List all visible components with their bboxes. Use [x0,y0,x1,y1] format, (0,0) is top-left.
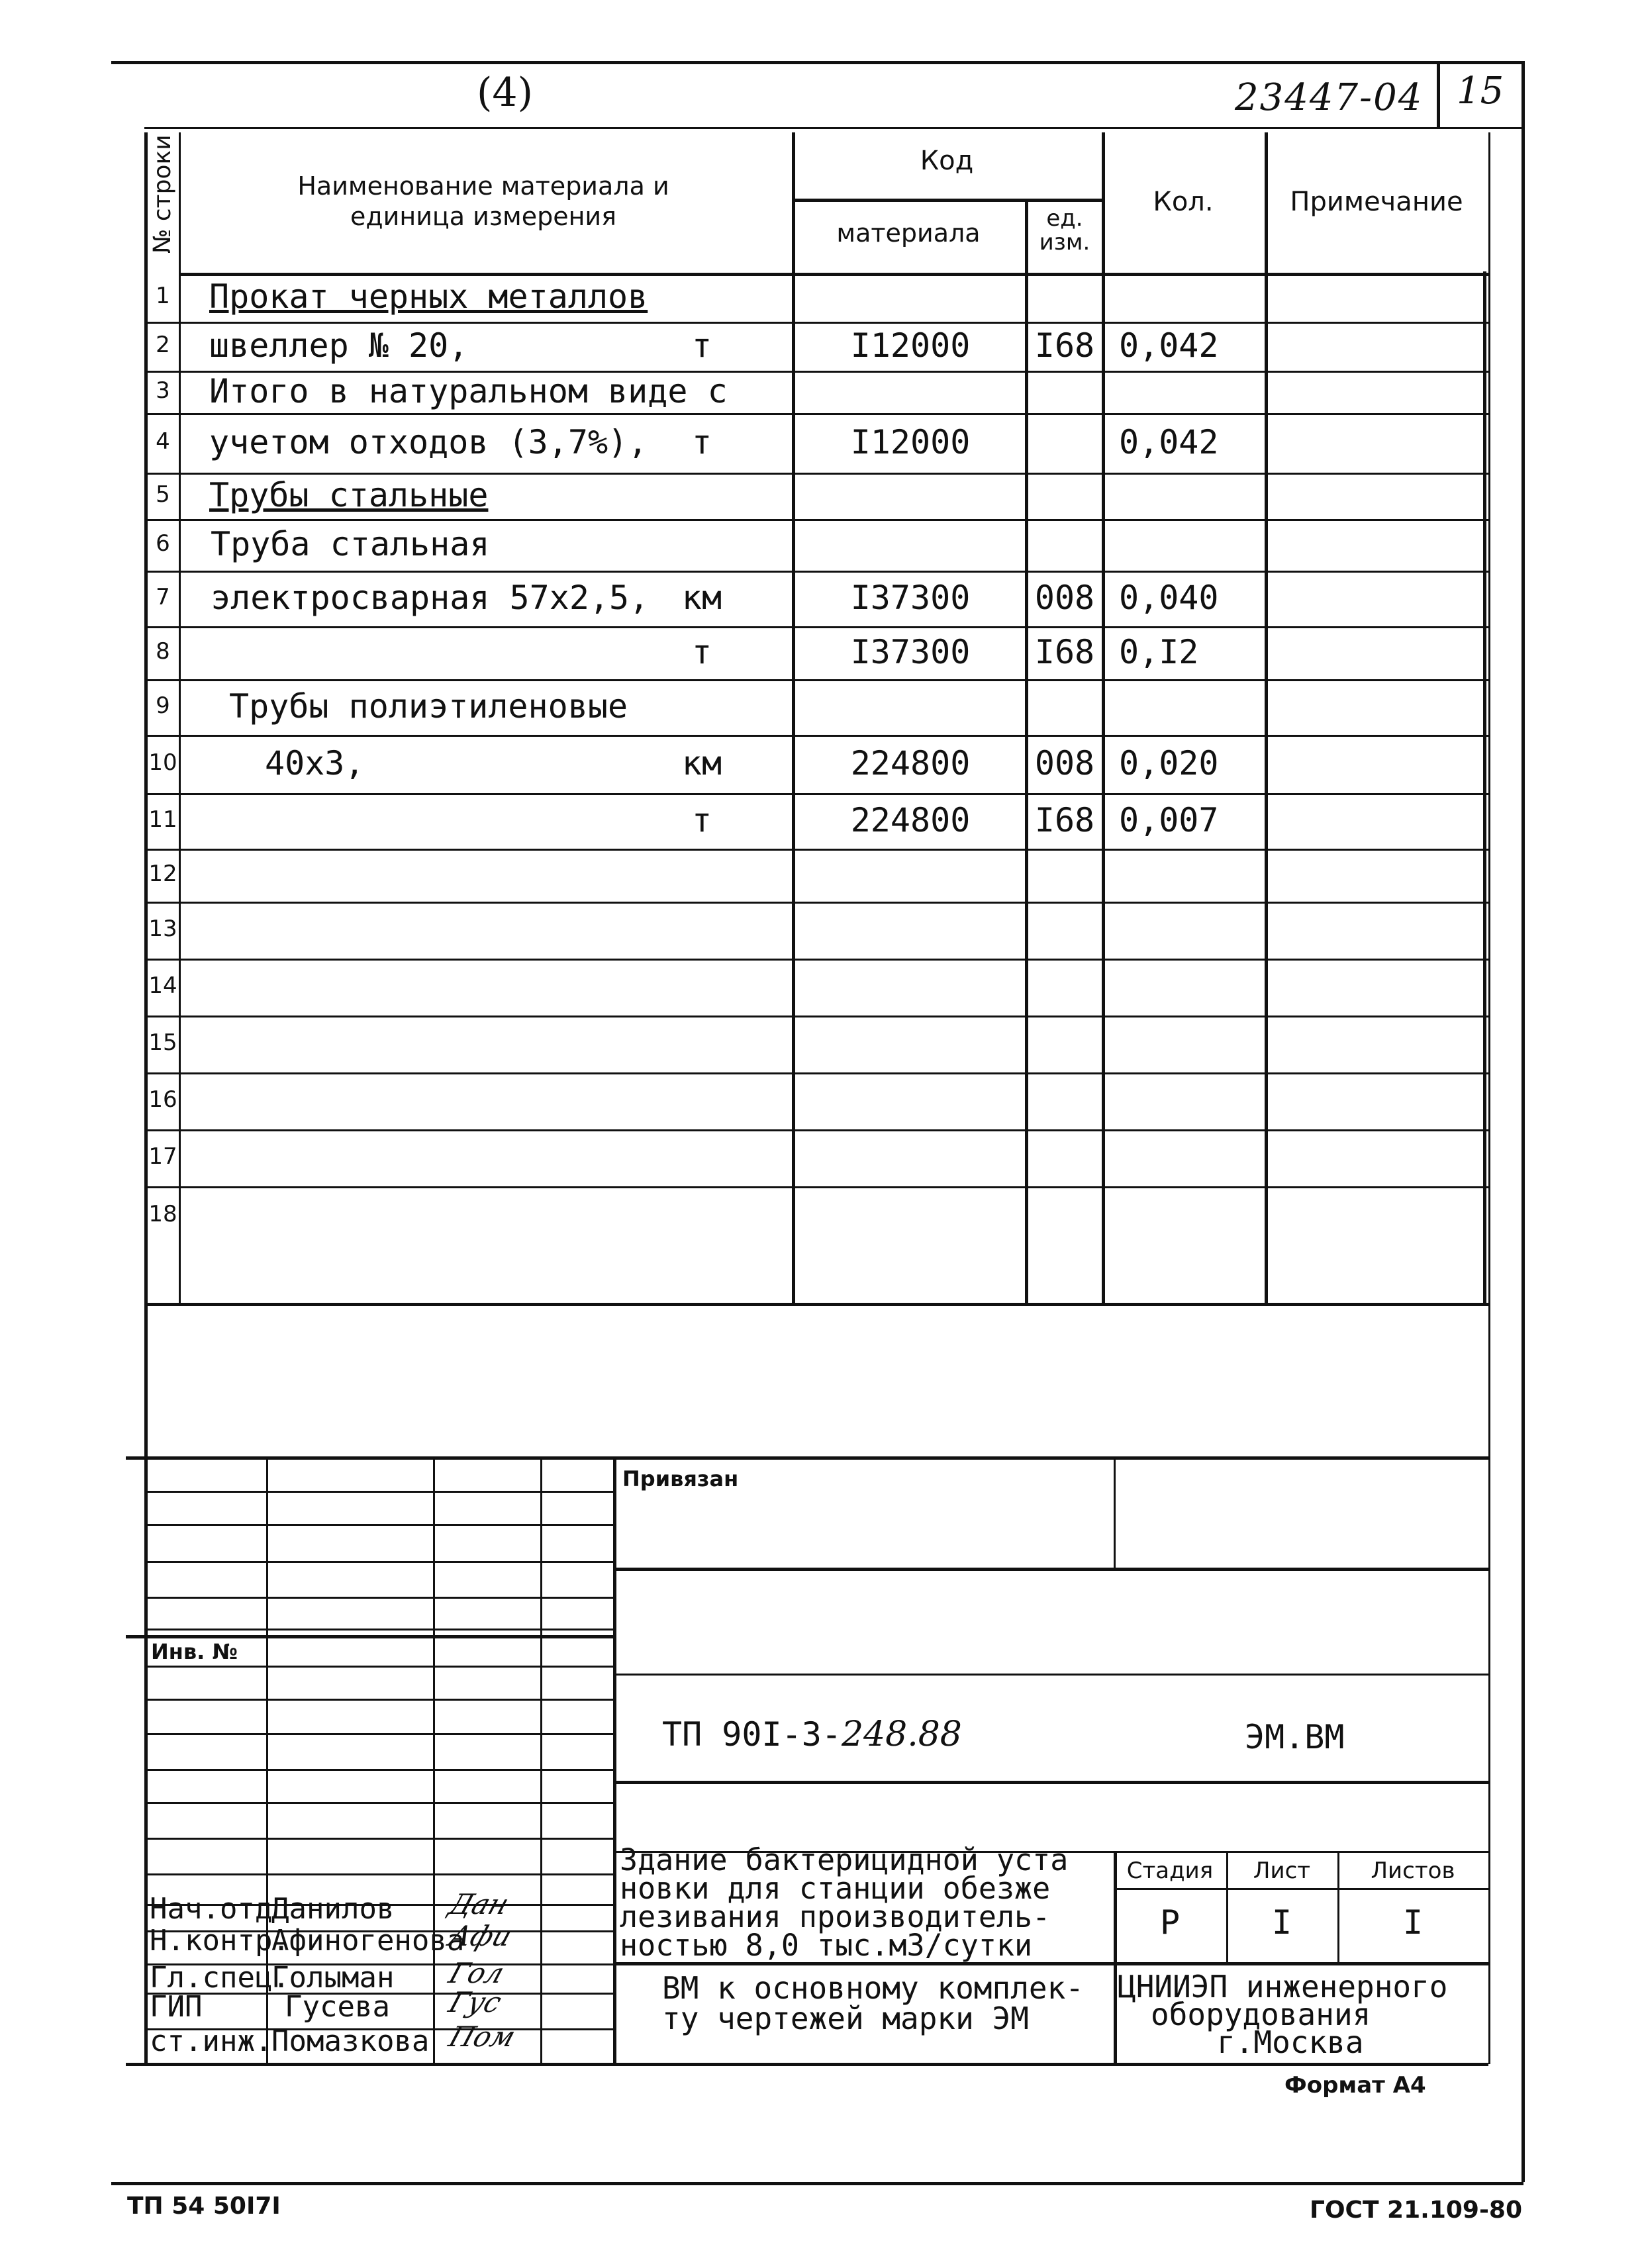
row-divider [144,679,1488,681]
material-name: Прокат черных металлов [209,277,648,316]
row-number: 11 [148,806,177,833]
row-divider [144,793,1488,795]
sig-col-2 [433,1456,435,2064]
material-name: 40х3, [265,744,365,782]
quantity: 0,020 [1119,744,1219,782]
doc-description [662,1970,1084,2036]
row-divider [144,1186,1488,1188]
table-right-border [1488,132,1490,1304]
attached-label: Привязан [622,1466,739,1491]
signer-name: Голыман [271,1961,395,1995]
name-col-divider [792,132,795,1304]
material-name: швеллер № 20, [209,326,469,365]
row-number: 13 [148,916,177,942]
header-row-number: № строки [149,134,176,254]
signer-signature: Пом [445,2020,520,2053]
footer-left: ТП 54 50I7I [127,2193,281,2220]
row-divider [144,849,1488,851]
material-code: 224800 [850,801,971,839]
unit-code: I68 [1034,633,1095,671]
quantity: 0,I2 [1119,633,1199,671]
signer-role: Гл.спец. [150,1961,290,1995]
sheets-label: Листов [1371,1858,1455,1884]
row-divider [144,902,1488,904]
row-number: 4 [156,428,170,455]
row-number: 12 [148,861,177,887]
signer-role: Н.контр. [150,1924,290,1958]
row-divider [144,1072,1488,1074]
doc-description-line-2: ту чертежей марки ЭМ [662,2001,1029,2036]
signature-grid-line [144,1733,613,1735]
material-code: I37300 [850,579,971,617]
header-code-material: материала [836,218,981,248]
organization [1118,1969,1448,2060]
row-number: 3 [156,377,170,404]
row-divider [144,413,1488,415]
top-border [111,61,1521,64]
row-number: 1 [156,283,170,309]
header-code-unit: ед. изм. [1039,205,1090,256]
stamp-left-border [144,1303,148,2064]
row-divider [144,1016,1488,1017]
unit-code: 008 [1034,579,1095,617]
unit-col-divider [1102,132,1105,1304]
row-divider [144,519,1488,521]
material-name: учетом отходов (3,7%), [209,423,648,461]
material-code: I37300 [850,633,971,671]
qty-col-divider [1265,132,1268,1304]
row-divider [144,1129,1488,1131]
inventory-label: Инв. № [151,1639,238,1664]
row-number: 6 [156,530,170,557]
code-subheader-line [792,199,1102,202]
footer-right: ГОСТ 21.109-80 [1310,2197,1523,2224]
quantity: 0,042 [1119,326,1219,365]
signature-grid-line [144,1597,613,1599]
stamp-right-border [1488,1303,1490,2064]
title-line-1: Здание бактерицидной уста [620,1842,1069,1877]
header-name [252,171,715,232]
stage-label: Стадия [1126,1858,1214,1884]
row-number: 9 [156,692,170,719]
signer-name: Афиногенова [271,1924,465,1958]
quantity: 0,042 [1119,423,1219,461]
row-number: 10 [148,749,177,776]
document-number: 23447-04 [1235,76,1424,119]
signature-grid-line [144,1802,613,1804]
header-qty: Кол. [1153,187,1214,217]
signer-name: Гусева [285,1990,390,2024]
sheet-number: 15 [1457,70,1504,113]
signature-grid-line [144,1699,613,1701]
material-code: I12000 [850,423,971,461]
note-col-right [1483,271,1486,1304]
format-label: Формат А4 [1284,2072,1426,2099]
material-name: Трубы стальные [209,476,489,514]
material-name: Трубы полиэтиленовые [229,687,628,726]
unit-code: I68 [1034,801,1095,839]
row-number: 14 [148,972,177,999]
quantity: 0,040 [1119,579,1219,617]
row-divider [144,473,1488,475]
header-name-text: Наименование материала и единица измерения [297,171,669,231]
signer-role: Нач.отд [150,1892,273,1926]
doc-description-line-1: ВМ к основному комплек- [662,1970,1084,2006]
signer-signature: Гус [445,1986,506,2018]
quantity: 0,007 [1119,801,1219,839]
bottom-border [111,2182,1523,2185]
sheet-box-divider [1437,61,1440,127]
signer-role: ст.инж. [150,2024,273,2058]
sig-col-3 [540,1456,542,2064]
right-border [1521,61,1525,2182]
sheet-label: Лист [1253,1858,1311,1884]
row-divider [144,959,1488,961]
org-line-2: оборудования [1151,1997,1371,2032]
row-divider [144,626,1488,628]
sheet-value: I [1271,1903,1292,1942]
table-header-bottom [179,273,1488,276]
stamp-line-c [613,1781,1488,1784]
stamp-top-line [126,1456,1488,1460]
sig-col-4 [613,1456,616,2064]
row-number: 8 [156,638,170,665]
doc-mark: ЭМ.ВМ [1245,1718,1345,1756]
table-bottom [144,1303,1488,1306]
header-divider [144,127,1521,129]
material-name: электросварная 57х2,5, [211,579,650,617]
row-number: 18 [148,1201,177,1227]
signer-role: ГИП [150,1990,203,2024]
material-unit: т [691,326,712,365]
stamp-bottom-line [126,2063,1488,2066]
header-code: Код [920,146,974,176]
row-number: 16 [148,1086,177,1113]
row-number: 17 [148,1143,177,1170]
section-number: (4) [477,70,533,116]
signature-grid-line [144,1769,613,1771]
unit-code: I68 [1034,326,1095,365]
title-line-2: новки для станции обезже [620,1871,1051,1906]
signer-name: Данилов [271,1892,395,1926]
stage-value: Р [1159,1903,1181,1942]
material-unit: км [681,744,722,782]
unit-code: 008 [1034,744,1095,782]
title-block [620,1842,1069,1963]
row-number: 7 [156,584,170,610]
material-unit: км [681,579,722,617]
signature-grid-line [144,1524,613,1526]
org-line-1: ЦНИИЭП инженерного [1118,1969,1448,2005]
signer-signature: Афи [445,1920,516,1952]
header-note: Примечание [1290,187,1463,217]
material-code: I12000 [850,326,971,365]
row-divider [144,322,1488,324]
signature-grid-line [144,1491,613,1493]
material-name: Труба стальная [211,525,490,563]
doc-code [662,1715,962,1754]
signer-name: Помазкова [271,2024,430,2058]
stamp-line-b [613,1674,1488,1676]
stamp-line-a [613,1568,1488,1571]
row-divider [144,571,1488,573]
material-code: 224800 [850,744,971,782]
inventory-line [126,1635,613,1638]
stage-header-line [1114,1888,1488,1890]
doc-code-prefix: ТП 90I-3- [662,1715,842,1754]
signature-grid-line [144,1838,613,1840]
signature-grid-line [144,1873,613,1875]
doc-code-handwritten: 248.88 [841,1715,962,1754]
material-unit: т [691,801,712,839]
title-line-3: лезивания производитель- [620,1899,1051,1934]
signature-grid-line [144,1666,613,1668]
signer-signature: Гол [445,1957,508,1989]
org-line-3: г.Москва [1217,2024,1364,2060]
sheets-value: I [1402,1903,1424,1942]
row-number: 2 [156,332,170,358]
material-unit: т [691,423,712,461]
title-line-4: ностью 8,0 тыс.м3/сутки [620,1928,1033,1963]
row-divider [144,735,1488,737]
signature-grid-line [144,1561,613,1563]
attached-divider [1114,1456,1116,1568]
material-name: Итого в натуральном виде с [209,372,728,410]
signer-signature: Дан [445,1888,513,1920]
material-unit: т [691,633,712,671]
rownum-col-divider [179,132,181,1304]
signature-grid-line [144,1629,613,1630]
row-number: 5 [156,481,170,508]
row-number: 15 [148,1029,177,1056]
